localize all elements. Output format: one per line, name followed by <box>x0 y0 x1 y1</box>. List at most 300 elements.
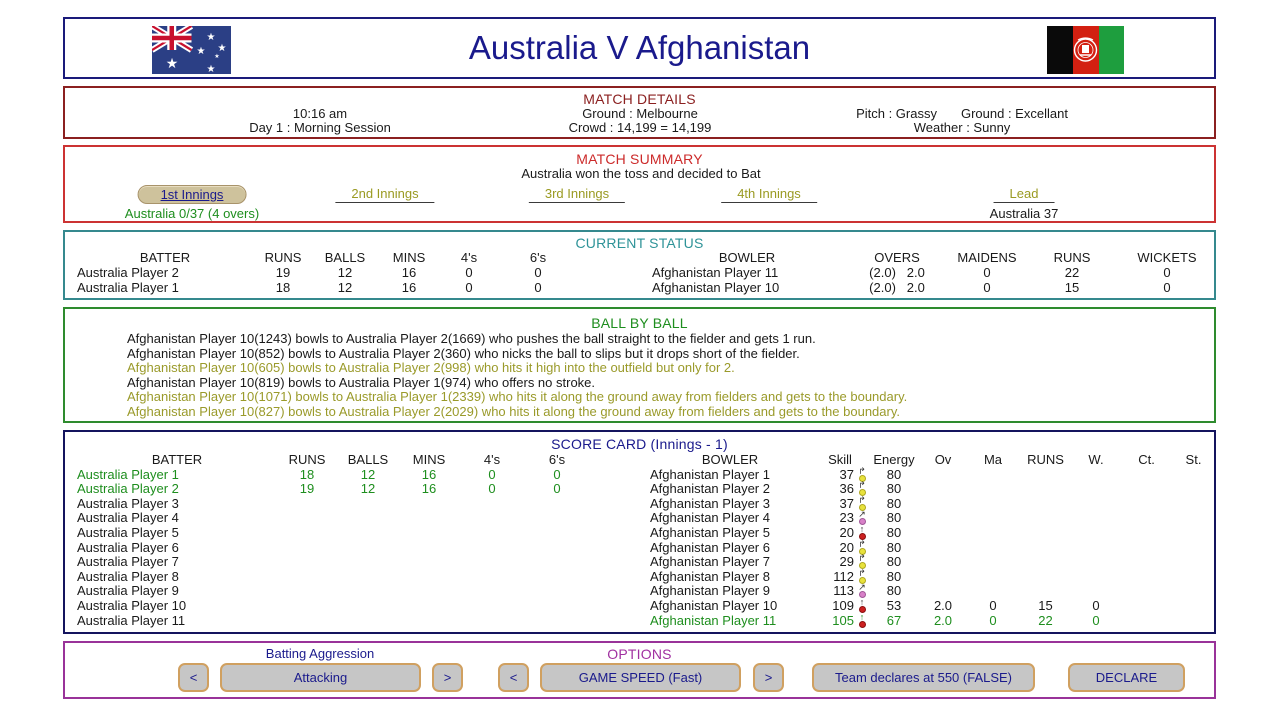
batter-mins <box>399 570 459 585</box>
bowler-wickets <box>1073 468 1119 483</box>
bowler-overs <box>918 584 968 599</box>
batter-mins <box>399 555 459 570</box>
commentary-line: Afghanistan Player 10(605) bowls to Australia Player 2(998) who hits it high into the outfield but only for 2. <box>127 360 735 376</box>
bowler-runs: 22 <box>1038 612 1053 628</box>
bowler-maidens <box>968 584 1018 599</box>
batter-balls: 12 <box>360 481 376 497</box>
batter-fours <box>459 599 525 614</box>
batter-fours: 0 <box>465 279 473 295</box>
bowler-energy: 80 <box>886 524 902 540</box>
match-details-section <box>63 86 1216 139</box>
batting-aggression-label: Batting Aggression <box>265 646 375 661</box>
game-speed-next-button[interactable]: > <box>753 663 784 692</box>
current-status-section <box>63 230 1216 300</box>
scorecard-bowler-row <box>650 555 1213 570</box>
scorecard-bowler-row <box>650 570 1213 585</box>
col-wickets: W. <box>1088 452 1104 467</box>
bowler-wickets <box>1073 497 1119 512</box>
batter-fours: 0 <box>488 466 496 482</box>
batter-fours <box>459 541 525 556</box>
bowler-maidens <box>968 570 1018 585</box>
bowler-skill: 36 <box>839 481 854 497</box>
batter-fours: 0 <box>488 481 496 497</box>
bowler-name: Afghanistan Player 7 <box>650 554 770 570</box>
toss-result: Australia won the toss and decided to Bat <box>521 166 761 181</box>
batter-name: Australia Player 11 <box>77 612 186 628</box>
current-bowlers-table <box>652 251 1212 295</box>
col-batter: BATTER <box>139 250 191 265</box>
bowler-runs <box>1018 555 1073 570</box>
batter-name: Australia Player 1 <box>77 466 179 482</box>
scorecard-batter-row <box>77 599 589 614</box>
batter-name: Australia Player 1 <box>77 279 179 295</box>
batter-runs: 19 <box>275 264 291 280</box>
svg-text:★: ★ <box>214 54 220 60</box>
batter-sixes <box>525 555 589 570</box>
weather: Weather : Sunny <box>913 120 1011 135</box>
bowler-energy: 80 <box>886 568 902 584</box>
ground-name: Ground : Melbourne <box>582 106 698 121</box>
aggression-prev-button[interactable]: < <box>178 663 209 692</box>
bowler-skill: 20 <box>839 524 854 540</box>
col-wickets: WICKETS <box>1137 250 1197 265</box>
bowler-wickets <box>1073 511 1119 526</box>
scorecard-batters-table <box>77 453 589 628</box>
game-speed-prev-button[interactable]: < <box>498 663 529 692</box>
scorecard-batter-row <box>77 497 589 512</box>
bowler-wickets <box>1073 584 1119 599</box>
batter-sixes <box>525 526 589 541</box>
current-batter-row <box>77 266 579 281</box>
col-sixes: 6's <box>548 452 566 467</box>
batter-sixes <box>525 511 589 526</box>
bowler-skill: 105 <box>832 612 854 628</box>
batter-mins <box>399 541 459 556</box>
bowler-runs <box>1018 511 1073 526</box>
batter-runs: 19 <box>299 481 315 497</box>
bowler-skill: 23 <box>839 510 854 526</box>
bowler-type-icon <box>854 599 870 613</box>
bowler-energy: 53 <box>886 597 902 613</box>
game-speed-button[interactable]: GAME SPEED (Fast) <box>540 663 741 692</box>
col-overs: OVERS <box>874 250 920 265</box>
scorecard-batter-row <box>77 511 589 526</box>
scorecard-bowler-row <box>650 526 1213 541</box>
batter-mins <box>399 526 459 541</box>
scorecard-batter-row <box>77 526 589 541</box>
commentary-line: Afghanistan Player 10(827) bowls to Australia Player 2(2029) who hits it along the ground away from fielders and gets to the boundary. <box>127 403 900 419</box>
bowler-stumpings <box>1174 468 1213 483</box>
current-bowler-row <box>652 281 1212 296</box>
bowler-name: Afghanistan Player 11 <box>652 264 779 280</box>
commentary-list <box>127 332 1206 420</box>
svg-text:★: ★ <box>217 43 227 54</box>
bowler-name: Afghanistan Player 10 <box>652 279 780 295</box>
col-runs: RUNS <box>1053 250 1091 265</box>
bowler-overs <box>918 555 968 570</box>
svg-text:★: ★ <box>206 64 216 74</box>
batter-fours <box>459 570 525 585</box>
aggression-value-button[interactable]: Attacking <box>220 663 421 692</box>
bowler-energy: 80 <box>886 481 902 497</box>
batter-balls <box>337 526 399 541</box>
scorecard-bowler-row <box>650 584 1213 599</box>
ball-by-ball-title: BALL BY BALL <box>591 315 688 331</box>
bowler-stumpings <box>1174 570 1213 585</box>
scorecard-batter-row <box>77 555 589 570</box>
bowler-energy: 67 <box>886 612 902 628</box>
pitch-and-ground-condition <box>856 106 1068 121</box>
pitch-condition: Pitch : Grassy <box>856 106 937 121</box>
scorecard-batter-row <box>77 584 589 599</box>
col-skill: Skill <box>828 452 852 467</box>
options-title: OPTIONS <box>607 646 672 662</box>
batter-name: Australia Player 6 <box>77 539 179 555</box>
scorecard-bowlers-table <box>650 453 1213 628</box>
bowler-overs <box>918 511 968 526</box>
batter-mins: 16 <box>421 466 437 482</box>
tab-4th-innings[interactable]: 4th Innings <box>721 185 817 203</box>
bowler-energy: 80 <box>886 466 902 482</box>
bowler-catches <box>1119 497 1174 512</box>
col-fours: 4's <box>460 250 478 265</box>
batter-mins <box>399 511 459 526</box>
bowler-catches <box>1119 526 1174 541</box>
bowler-catches <box>1119 511 1174 526</box>
batter-runs <box>277 570 337 585</box>
batter-balls <box>337 511 399 526</box>
commentary-line: Afghanistan Player 10(819) bowls to Australia Player 1(974) who offers no stroke. <box>127 374 596 390</box>
current-batter-row <box>77 281 579 296</box>
batter-runs <box>277 511 337 526</box>
scorecard-batter-row <box>77 614 589 629</box>
bowler-type-icon <box>854 614 870 628</box>
bowler-stumpings <box>1174 599 1213 614</box>
bowler-energy: 80 <box>886 554 902 570</box>
bowler-wickets <box>1073 555 1119 570</box>
batter-sixes: 0 <box>534 264 542 280</box>
batter-mins: 16 <box>421 481 437 497</box>
batter-balls <box>337 555 399 570</box>
batter-mins: 16 <box>401 264 417 280</box>
batter-runs <box>277 555 337 570</box>
scorecard-bowler-row <box>650 541 1213 556</box>
options-section <box>63 641 1216 699</box>
bowler-stumpings <box>1174 584 1213 599</box>
col-mins: MINS <box>412 452 446 467</box>
declare-button[interactable]: DECLARE <box>1068 663 1185 692</box>
batter-mins: 16 <box>401 279 417 295</box>
scorecard-bowler-row <box>650 511 1213 526</box>
bowler-maidens <box>968 497 1018 512</box>
bowler-skill: 37 <box>839 466 854 482</box>
batter-name: Australia Player 4 <box>77 510 179 526</box>
bowler-maidens: 0 <box>983 264 991 280</box>
batter-fours <box>459 526 525 541</box>
bowler-skill: 29 <box>839 554 854 570</box>
aggression-next-button[interactable]: > <box>432 663 463 692</box>
bowler-energy: 80 <box>886 495 902 511</box>
bowler-wickets <box>1073 541 1119 556</box>
batter-fours <box>459 497 525 512</box>
scorecard-section <box>63 430 1216 634</box>
batter-balls <box>337 599 399 614</box>
bowler-maidens: 0 <box>983 279 991 295</box>
col-bowler: BOWLER <box>718 250 776 265</box>
batter-fours <box>459 584 525 599</box>
ball-by-ball-section <box>63 307 1216 423</box>
batter-balls: 12 <box>337 279 353 295</box>
svg-text:★: ★ <box>196 46 206 57</box>
svg-text:★: ★ <box>165 55 179 71</box>
bowler-skill: 113 <box>833 583 854 599</box>
bowler-stumpings <box>1174 511 1213 526</box>
batter-runs <box>277 541 337 556</box>
scorecard-batter-row <box>77 570 589 585</box>
batter-runs: 18 <box>299 466 315 482</box>
bowler-overs <box>918 526 968 541</box>
bowler-runs <box>1018 482 1073 497</box>
bowler-stumpings <box>1174 526 1213 541</box>
lead-value: Australia 37 <box>989 206 1059 221</box>
batter-sixes <box>525 599 589 614</box>
bowler-runs <box>1018 584 1073 599</box>
scorecard-batter-row <box>77 541 589 556</box>
batter-runs <box>277 526 337 541</box>
batter-name: Australia Player 10 <box>77 597 187 613</box>
col-maidens: Ma <box>983 452 1003 467</box>
bowler-runs <box>1018 468 1073 483</box>
bowler-wickets <box>1073 526 1119 541</box>
bowler-stumpings <box>1174 614 1213 629</box>
bowler-maidens <box>968 555 1018 570</box>
bowler-wickets: 0 <box>1092 597 1100 613</box>
bowler-maidens <box>968 468 1018 483</box>
batter-balls: 12 <box>360 466 376 482</box>
col-catches: Ct. <box>1138 452 1155 467</box>
col-runs: RUNS <box>1027 452 1064 467</box>
col-runs: RUNS <box>288 452 326 467</box>
bowler-name: Afghanistan Player 5 <box>650 524 770 540</box>
batter-runs <box>277 584 337 599</box>
declare-toggle-button[interactable]: Team declares at 550 (FALSE) <box>812 663 1035 692</box>
bowler-runs <box>1018 541 1073 556</box>
bowler-maidens <box>968 511 1018 526</box>
scorecard-batter-row <box>77 482 589 497</box>
bowler-type-icon <box>854 526 870 540</box>
batter-name: Australia Player 3 <box>77 495 179 511</box>
batter-sixes <box>525 541 589 556</box>
commentary-line: Afghanistan Player 10(1071) bowls to Australia Player 1(2339) who hits it along the ground away from fielders and gets to the boundary. <box>127 389 908 405</box>
scorecard-bowler-row <box>650 599 1213 614</box>
bowler-runs: 15 <box>1038 597 1053 613</box>
batter-balls <box>337 497 399 512</box>
bowler-name: Afghanistan Player 8 <box>650 568 770 584</box>
batter-balls <box>337 541 399 556</box>
batter-sixes <box>525 614 589 629</box>
bowler-overs <box>918 468 968 483</box>
col-batter: BATTER <box>151 452 203 467</box>
scorecard-title: SCORE CARD (Innings - 1) <box>551 436 728 452</box>
bowler-catches <box>1119 584 1174 599</box>
batter-name: Australia Player 9 <box>77 583 179 599</box>
match-summary-section <box>63 145 1216 223</box>
bowler-catches <box>1119 468 1174 483</box>
batter-mins <box>399 614 459 629</box>
col-mins: MINS <box>392 250 426 265</box>
bowler-maidens <box>968 526 1018 541</box>
batter-balls <box>337 570 399 585</box>
bowler-wickets <box>1073 570 1119 585</box>
bowler-name: Afghanistan Player 10 <box>650 597 778 613</box>
bowler-wickets: 0 <box>1092 612 1100 628</box>
bowler-skill: 20 <box>839 539 854 555</box>
current-batters-table <box>77 251 579 295</box>
bowler-overs: 2.0 <box>933 612 953 628</box>
match-time: 10:16 am <box>292 106 348 121</box>
bowler-runs <box>1018 526 1073 541</box>
bowler-wickets: 0 <box>1163 279 1171 295</box>
bowler-energy: 80 <box>886 510 902 526</box>
svg-text:★: ★ <box>206 32 216 43</box>
page-title: Australia V Afghanistan <box>468 29 811 66</box>
bowler-maidens: 0 <box>989 597 997 613</box>
bowler-stumpings <box>1174 497 1213 512</box>
col-maidens: MAIDENS <box>957 250 1017 265</box>
col-overs: Ov <box>934 452 952 467</box>
bowler-name: Afghanistan Player 6 <box>650 539 770 555</box>
batter-sixes: 0 <box>553 481 561 497</box>
bowler-stumpings <box>1174 541 1213 556</box>
batter-balls <box>337 584 399 599</box>
batter-runs <box>277 614 337 629</box>
batter-sixes <box>525 570 589 585</box>
col-bowler: BOWLER <box>701 452 759 467</box>
innings-score: Australia 0/37 (4 overs) <box>124 206 260 221</box>
batter-runs <box>277 497 337 512</box>
batter-name: Australia Player 2 <box>77 481 179 497</box>
scorecard-bowlers-header-row <box>650 453 1213 468</box>
match-summary-title: MATCH SUMMARY <box>576 151 703 167</box>
current-status-title: CURRENT STATUS <box>575 235 704 251</box>
scorecard-bowler-row <box>650 468 1213 483</box>
bowler-maidens <box>968 482 1018 497</box>
scorecard-batters-header-row <box>77 453 589 468</box>
bowler-maidens <box>968 541 1018 556</box>
bowler-runs: 22 <box>1064 264 1080 280</box>
batter-sixes: 0 <box>534 279 542 295</box>
bowler-name: Afghanistan Player 11 <box>650 612 777 628</box>
bowler-runs <box>1018 570 1073 585</box>
tab-3rd-innings[interactable]: 3rd Innings <box>529 185 625 203</box>
batter-mins <box>399 584 459 599</box>
batter-runs <box>277 599 337 614</box>
ground-condition: Ground : Excellant <box>960 106 1068 121</box>
bowler-stumpings <box>1174 555 1213 570</box>
bowler-energy: 80 <box>886 583 902 599</box>
innings-tabs <box>65 185 1214 207</box>
col-sixes: 6's <box>529 250 547 265</box>
bowler-overs <box>918 541 968 556</box>
bowler-name: Afghanistan Player 1 <box>650 466 770 482</box>
tab-2nd-innings[interactable]: 2nd Innings <box>335 185 434 203</box>
bowler-overs <box>918 497 968 512</box>
batter-balls <box>337 614 399 629</box>
bowler-skill: 109 <box>832 597 854 613</box>
bowler-skill: 112 <box>833 568 854 584</box>
bowler-catches <box>1119 599 1174 614</box>
batter-fours <box>459 614 525 629</box>
batter-fours: 0 <box>465 264 473 280</box>
commentary-line: Afghanistan Player 10(1243) bowls to Australia Player 2(1669) who pushes the ball straight to the fielder and gets 1 run. <box>127 331 816 346</box>
batter-mins <box>399 497 459 512</box>
scorecard-bowler-row <box>650 497 1213 512</box>
scorecard-batter-row <box>77 468 589 483</box>
batter-fours <box>459 555 525 570</box>
col-fours: 4's <box>483 452 501 467</box>
col-balls: BALLS <box>324 250 366 265</box>
batter-sixes: 0 <box>553 466 561 482</box>
col-energy: Energy <box>873 452 915 467</box>
bowler-wickets <box>1073 482 1119 497</box>
tab-lead[interactable]: Lead <box>994 185 1055 203</box>
bowler-overs <box>918 570 968 585</box>
batter-name: Australia Player 5 <box>77 524 179 540</box>
match-header <box>63 17 1216 79</box>
batter-name: Australia Player 2 <box>77 264 179 280</box>
col-runs: RUNS <box>264 250 302 265</box>
commentary-line: Afghanistan Player 10(852) bowls to Australia Player 2(360) who nicks the ball to slips but it drops short of the fielder. <box>127 345 800 361</box>
batter-sixes <box>525 497 589 512</box>
bowler-wickets: 0 <box>1163 264 1171 280</box>
batter-balls: 12 <box>337 264 353 280</box>
bowler-overs: (2.0) 2.0 <box>869 279 925 295</box>
bowler-name: Afghanistan Player 9 <box>650 583 770 599</box>
col-balls: BALLS <box>347 452 389 467</box>
bowler-overs <box>918 482 968 497</box>
batter-name: Australia Player 7 <box>77 554 179 570</box>
bowler-overs: (2.0) 2.0 <box>869 264 925 280</box>
crowd-count: Crowd : 14,199 = 14,199 <box>568 120 712 135</box>
match-details-title: MATCH DETAILS <box>583 91 696 107</box>
bowler-runs: 15 <box>1064 279 1080 295</box>
scorecard-bowler-row <box>650 482 1213 497</box>
bowler-maidens: 0 <box>989 612 997 628</box>
bowler-name: Afghanistan Player 4 <box>650 510 770 526</box>
col-stumpings: St. <box>1185 452 1202 467</box>
bowler-catches <box>1119 614 1174 629</box>
tab-1st-innings[interactable]: 1st Innings <box>138 185 247 204</box>
afghanistan-flag-icon <box>1047 26 1124 74</box>
batter-sixes <box>525 584 589 599</box>
bowler-overs: 2.0 <box>933 597 953 613</box>
bowler-name: Afghanistan Player 2 <box>650 481 770 497</box>
batter-name: Australia Player 8 <box>77 568 179 584</box>
bowler-energy: 80 <box>886 539 902 555</box>
batter-mins <box>399 599 459 614</box>
current-bowler-row <box>652 266 1212 281</box>
batter-fours <box>459 511 525 526</box>
bowler-runs <box>1018 497 1073 512</box>
current-bowlers-header-row <box>652 251 1212 266</box>
match-session: Day 1 : Morning Session <box>249 120 391 135</box>
bowler-stumpings <box>1174 482 1213 497</box>
bowler-name: Afghanistan Player 3 <box>650 495 770 511</box>
current-batters-header-row <box>77 251 579 266</box>
batter-runs: 18 <box>275 279 291 295</box>
bowler-skill: 37 <box>839 495 854 511</box>
scorecard-bowler-row <box>650 614 1213 629</box>
